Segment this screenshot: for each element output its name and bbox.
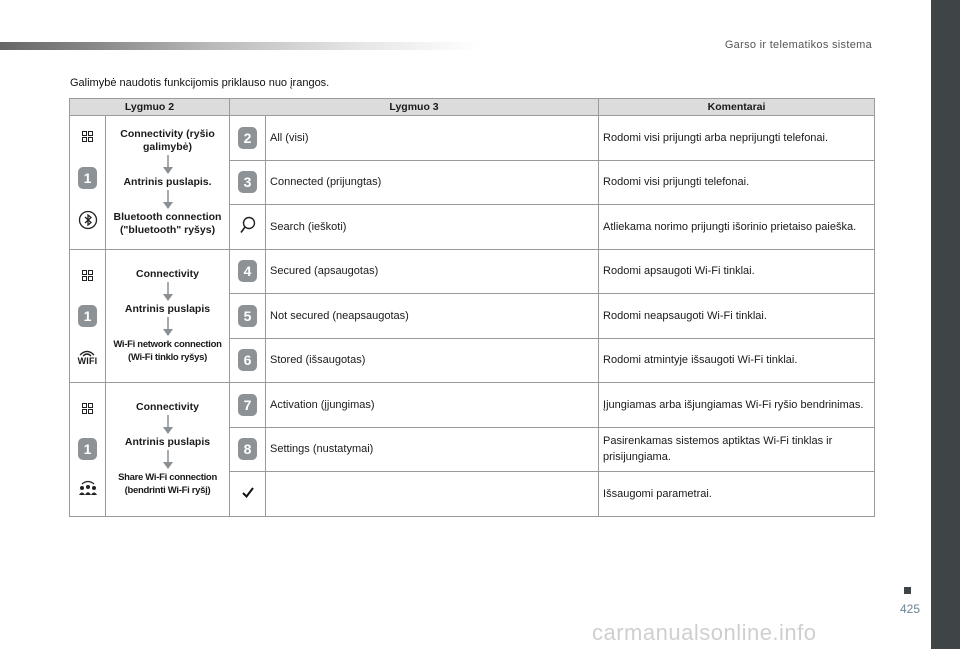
level2-connectivity-label: Connectivity: [136, 401, 200, 414]
table-header-row: [70, 99, 875, 116]
comment-cell: Rodomi atmintyje išsaugoti Wi-Fi tinklai.: [599, 338, 875, 383]
level3-cell: All (visi): [266, 116, 599, 161]
level3-cell: [266, 472, 599, 517]
group1-icons: [70, 116, 106, 250]
reference-table: [69, 98, 875, 517]
row-marker: [230, 472, 266, 517]
step-badge: 3: [238, 171, 257, 193]
table-row: [70, 249, 875, 294]
down-arrow-icon: [163, 450, 173, 470]
level2-connectivity-label: Connectivity: [136, 267, 200, 280]
row-marker: [230, 160, 266, 205]
down-arrow-icon: [163, 415, 173, 435]
row-marker: [230, 294, 266, 339]
comment-cell: Atliekama norimo prijungti išorinio prietaiso paieška.: [599, 205, 875, 250]
level3-cell: Not secured (neapsaugotas): [266, 294, 599, 339]
group3-level2: [106, 383, 230, 517]
level2-share-wifi-translation: (bendrinti Wi-Fi ryšį): [124, 485, 211, 497]
header-level3: Lygmuo 3: [230, 99, 599, 116]
comment-cell: Pasirenkamas sistemos aptiktas Wi-Fi tinklas ir prisijungiama.: [599, 427, 875, 472]
table-row: [70, 383, 875, 428]
level2-subpage-label: Antrinis puslapis: [124, 436, 211, 449]
bluetooth-icon: [78, 210, 98, 233]
grid-icon: [82, 270, 93, 284]
level2-subpage-label: Antrinis puslapis: [124, 302, 211, 315]
level2-wifi-network-label: Wi-Fi network connection: [113, 338, 222, 350]
group2-level2: [106, 249, 230, 383]
page-header-title: Garso ir telematikos sistema: [724, 39, 872, 51]
down-arrow-icon: [163, 155, 173, 175]
share-wifi-icon: [77, 480, 99, 499]
level2-connectivity-label: Connectivity (ryšio galimybė): [120, 127, 215, 153]
header-comments: Komentarai: [599, 99, 875, 116]
level3-cell: Stored (išsaugotas): [266, 338, 599, 383]
step-badge: 1: [78, 167, 97, 189]
level3-cell: Connected (prijungtas): [266, 160, 599, 205]
step-badge: 1: [78, 438, 97, 460]
row-marker: [230, 249, 266, 294]
level3-cell: Settings (nustatymai): [266, 427, 599, 472]
wifi-label: WIFI: [77, 355, 98, 366]
page-marker-square: [904, 587, 911, 594]
step-badge: 7: [238, 394, 257, 416]
level3-cell: Activation (įjungimas): [266, 383, 599, 428]
row-marker: [230, 338, 266, 383]
table-row: [70, 116, 875, 161]
comment-cell: Rodomi apsaugoti Wi-Fi tinklai.: [599, 249, 875, 294]
level2-wifi-network-translation: (Wi-Fi tinklo ryšys): [128, 351, 207, 363]
comment-cell: Išsaugomi parametrai.: [599, 472, 875, 517]
header-level2: Lygmuo 2: [70, 99, 230, 116]
level3-cell: Secured (apsaugotas): [266, 249, 599, 294]
step-badge: 5: [238, 305, 257, 327]
watermark-text: carmanualsonline.info: [592, 620, 817, 645]
row-marker: [230, 427, 266, 472]
intro-text: Galimybė naudotis funkcijomis priklauso nuo įrangos.: [70, 77, 330, 89]
group3-icons: [70, 383, 106, 517]
row-marker: [230, 116, 266, 161]
comment-cell: Rodomi neapsaugoti Wi-Fi tinklai.: [599, 294, 875, 339]
checkmark-icon: [242, 489, 254, 501]
grid-icon: [82, 131, 93, 145]
side-tab-strip: [931, 0, 960, 649]
header-gradient-bar: [0, 42, 480, 50]
level3-cell: Search (ieškoti): [266, 205, 599, 250]
comment-cell: Rodomi visi prijungti arba neprijungti telefonai.: [599, 116, 875, 161]
down-arrow-icon: [163, 190, 173, 210]
down-arrow-icon: [163, 317, 173, 337]
level2-subpage-label: Antrinis puslapis.: [123, 175, 212, 188]
comment-cell: Įjungiamas arba išjungiamas Wi-Fi ryšio bendrinimas.: [599, 383, 875, 428]
group1-level2: [106, 116, 230, 250]
grid-icon: [82, 403, 93, 417]
level2-bluetooth-label: Bluetooth connection ("bluetooth" ryšys): [113, 210, 222, 236]
page-number: 425: [900, 602, 921, 616]
step-badge: 4: [238, 260, 257, 282]
search-icon: [240, 225, 256, 237]
step-badge: 8: [238, 438, 257, 460]
step-badge: 2: [238, 127, 257, 149]
down-arrow-icon: [163, 282, 173, 302]
step-badge: 6: [238, 349, 257, 371]
wifi-icon: [78, 349, 98, 366]
group2-icons: [70, 249, 106, 383]
level2-share-wifi-label: Share Wi-Fi connection: [118, 472, 217, 484]
step-badge: 1: [78, 305, 97, 327]
comment-cell: Rodomi visi prijungti telefonai.: [599, 160, 875, 205]
row-marker: [230, 205, 266, 250]
row-marker: [230, 383, 266, 428]
